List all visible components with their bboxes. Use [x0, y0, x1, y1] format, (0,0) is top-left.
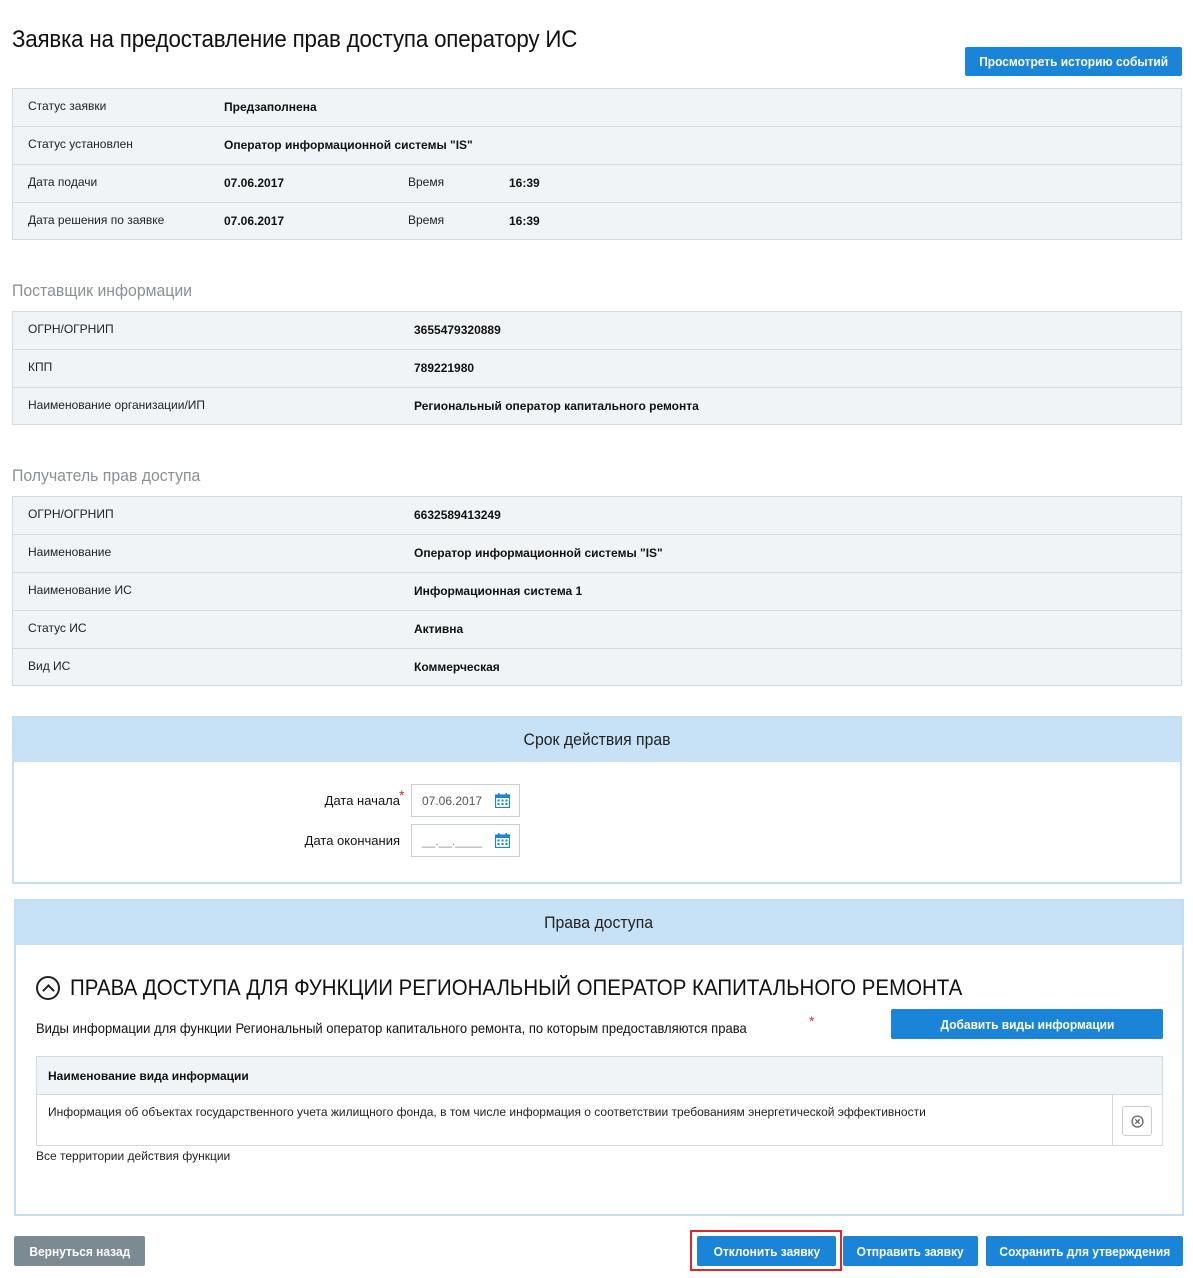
recipient-is-type-label: Вид ИС	[28, 659, 71, 673]
recipient-is-name-value: Информационная система 1	[414, 584, 583, 598]
info-types-label	[36, 1020, 800, 1036]
recipient-is-status-row	[13, 611, 1181, 649]
validity-panel-title: Срок действия прав	[523, 730, 671, 749]
save-for-approval-button[interactable]	[986, 1236, 1183, 1266]
rights-panel	[14, 899, 1184, 1216]
status-set-row	[13, 127, 1181, 165]
rights-panel-title: Права доступа	[544, 913, 654, 932]
info-types-label-text: Виды информации для функции Региональный оператор капитального ремонта, по которым предоставляются права	[36, 1020, 747, 1036]
info-type-name: Информация об объектах государственного учета жилищного фонда, в том числе информация о соответствии требованиям энергетической эффективности	[48, 1105, 926, 1119]
recipient-section-title: Получатель прав доступа	[12, 466, 201, 485]
table-row	[37, 1095, 1162, 1145]
recipient-ogrn-row	[13, 497, 1181, 535]
provider-name-label: Наименование организации/ИП	[28, 398, 206, 412]
recipient-is-status-value: Активна	[414, 622, 464, 636]
validity-panel-header	[14, 718, 1180, 762]
recipient-name-label: Наименование	[28, 545, 112, 559]
provider-kpp-value: 789221980	[414, 361, 475, 375]
calendar-icon[interactable]	[495, 833, 510, 848]
submit-date-row	[13, 165, 1181, 203]
start-date-input[interactable]	[411, 784, 520, 817]
decision-date-value: 07.06.2017	[224, 214, 285, 228]
decision-date-row	[13, 203, 1181, 241]
recipient-name-row	[13, 535, 1181, 573]
submit-time-label: Время	[408, 175, 445, 189]
provider-ogrn-row	[13, 312, 1181, 350]
provider-name-row	[13, 388, 1181, 426]
status-row	[13, 89, 1181, 127]
recipient-ogrn-value: 6632589413249	[414, 508, 501, 522]
provider-kpp-row	[13, 350, 1181, 388]
end-date-input[interactable]	[411, 824, 520, 857]
rights-panel-header	[16, 901, 1182, 945]
remove-row-button[interactable]	[1122, 1106, 1152, 1136]
status-set-label: Статус установлен	[28, 137, 133, 151]
recipient-is-status-label: Статус ИС	[28, 621, 87, 635]
status-set-value: Оператор информационной системы "IS"	[224, 138, 473, 152]
provider-ogrn-label: ОГРН/ОГРНИП	[28, 322, 114, 336]
remove-circle-icon	[1131, 1115, 1144, 1128]
validity-panel	[12, 716, 1182, 884]
info-types-table	[36, 1056, 1163, 1146]
submit-date-label: Дата подачи	[28, 175, 98, 189]
territories-note: Все территории действия функции	[36, 1149, 231, 1163]
send-button-label: Отправить заявку	[856, 1243, 964, 1259]
start-date-value: 07.06.2017	[422, 793, 483, 808]
status-value: Предзаполнена	[224, 100, 317, 114]
function-section-title[interactable]	[36, 975, 1029, 1001]
decision-date-label: Дата решения по заявке	[28, 213, 165, 227]
end-date-placeholder: __.__.____	[422, 833, 483, 848]
delete-cell	[1112, 1095, 1162, 1145]
page-title: Заявка на предоставление прав доступа оператору ИС	[12, 26, 578, 54]
send-button[interactable]	[843, 1236, 978, 1266]
provider-ogrn-value: 3655479320889	[414, 323, 501, 337]
add-info-types-button[interactable]	[891, 1009, 1163, 1039]
recipient-is-name-row	[13, 573, 1181, 611]
start-date-label: Дата начала	[324, 793, 400, 808]
reject-button-label: Отклонить заявку	[713, 1243, 820, 1259]
collapse-chevron-icon[interactable]	[36, 976, 60, 1000]
decision-time-value: 16:39	[509, 214, 540, 228]
status-label: Статус заявки	[28, 99, 107, 113]
save-button-label: Сохранить для утверждения	[999, 1243, 1170, 1259]
provider-kpp-label: КПП	[28, 360, 53, 374]
add-info-types-label: Добавить виды информации	[940, 1016, 1114, 1032]
decision-time-label: Время	[408, 213, 445, 227]
view-history-label: Просмотреть историю событий	[979, 54, 1168, 69]
provider-section-title: Поставщик информации	[12, 281, 193, 300]
recipient-is-name-label: Наименование ИС	[28, 583, 132, 597]
submit-time-value: 16:39	[509, 176, 540, 190]
provider-table	[12, 311, 1182, 425]
info-types-table-header	[37, 1057, 1162, 1095]
provider-name-value: Региональный оператор капитального ремонта	[414, 399, 699, 413]
recipient-is-type-row	[13, 649, 1181, 687]
start-date-required-mark: *	[399, 787, 405, 803]
reject-button[interactable]	[697, 1236, 836, 1266]
status-table	[12, 88, 1182, 240]
recipient-ogrn-label: ОГРН/ОГРНИП	[28, 507, 114, 521]
end-date-label: Дата окончания	[304, 833, 400, 848]
info-types-required-mark: *	[809, 1013, 815, 1029]
recipient-name-value: Оператор информационной системы "IS"	[414, 546, 663, 560]
back-button-label: Вернуться назад	[29, 1243, 130, 1259]
submit-date-value: 07.06.2017	[224, 176, 285, 190]
back-button[interactable]	[14, 1236, 145, 1266]
calendar-icon[interactable]	[495, 793, 510, 808]
recipient-is-type-value: Коммерческая	[414, 660, 500, 674]
function-title-text: ПРАВА ДОСТУПА ДЛЯ ФУНКЦИИ РЕГИОНАЛЬНЫЙ ОПЕРАТОР КАПИТАЛЬНОГО РЕМОНТА	[70, 975, 963, 1000]
column-header-name: Наименование вида информации	[48, 1068, 249, 1083]
recipient-table	[12, 496, 1182, 686]
view-history-button[interactable]	[965, 47, 1182, 76]
